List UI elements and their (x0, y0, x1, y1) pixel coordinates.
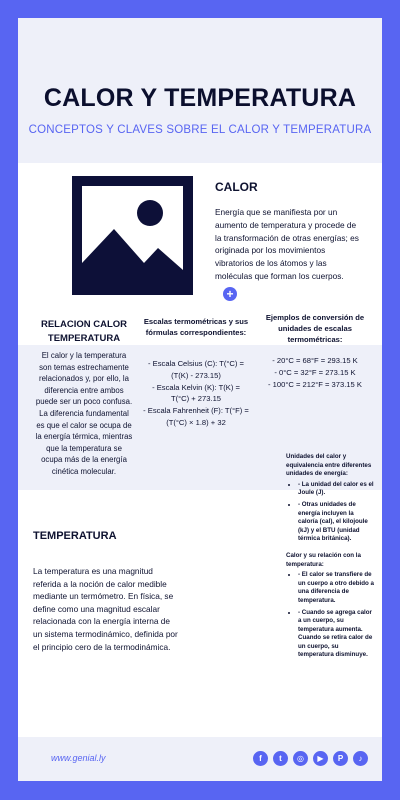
ejemplos-list (252, 355, 378, 390)
infographic-card (18, 18, 382, 781)
page-subtitle: CONCEPTOS Y CLAVES SOBRE EL CALOR Y TEMPERATURA (28, 124, 372, 136)
footer (18, 737, 382, 781)
escalas-list (142, 358, 250, 429)
social-icons (248, 751, 368, 766)
list-item: • - Otras unidades de energía incluyen la caloría (cal), el kilojoule (kJ) y el BTU (unidad térmica británica). (298, 501, 374, 544)
ejemplo-line: - 0°C = 32°F = 273.15 K (274, 367, 356, 377)
footer-link[interactable]: www.genial.ly (51, 753, 106, 763)
facebook-icon[interactable]: f (253, 751, 268, 766)
list-item: • - El calor se transfiere de un cuerpo a otro debido a una diferencia de temperatura. (298, 571, 374, 605)
page-title: CALOR Y TEMPERATURA (43, 84, 357, 112)
youtube-icon[interactable]: ▶ (313, 751, 328, 766)
escala-line: - Escala Celsius (C): T(°C) = (T(K) - 273.15) (148, 359, 244, 380)
calor-heading: CALOR (215, 180, 258, 194)
escala-line: - Escala Fahrenheit (F): T(°F) = (T(°C) × 1.8) + 32 (143, 406, 249, 427)
escala-line: - Escala Kelvin (K): T(K) = T(°C) + 273.15 (152, 382, 240, 404)
calor-description: Energía que se manifiesta por un aumento de temperatura y procede de la transformación de otras energías; es originada por los movimientos vibratorios de los átomos y las moléculas que forman los cuerpos. (215, 207, 359, 281)
instagram-icon[interactable]: ◎ (293, 751, 308, 766)
image-placeholder-icon (72, 176, 193, 295)
list-item: • - Cuando se agrega calor a un cuerpo, su temperatura aumenta. Cuando se retira calor de un cuerpo, su temperatura disminuye. (298, 609, 374, 661)
plus-icon[interactable]: + (223, 287, 237, 301)
ejemplos-heading: Ejemplos de conversión de unidades de escalas termométricas: (265, 313, 365, 344)
unidades-list (286, 481, 374, 544)
side-notes (286, 453, 374, 668)
pinterest-icon[interactable]: P (333, 751, 348, 766)
ejemplo-line: - 100°C = 212°F = 373.15 K (268, 379, 362, 389)
relacion-temp-heading: Calor y su relación con la temperatura: (286, 551, 361, 568)
unidades-heading: Unidades del calor y equivalencia entre diferentes unidades de energía: (286, 453, 372, 478)
list-item: • - La unidad del calor es el Joule (J). (298, 481, 374, 498)
relacion-description: El calor y la temperatura son temas estrechamente relacionados y, por ello, la diferencia entre ambos puede ser un poco confusa. La diferencia fundamental es que el calor se ocupa de la energía térmica, mientras que la temperatura se ocupa más de la energía cinética molecular. (35, 351, 133, 476)
relacion-temp-list (286, 571, 374, 660)
escalas-heading: Escalas termométricas y sus fórmulas correspondientes: (143, 317, 249, 337)
header (18, 18, 382, 163)
temperatura-heading: TEMPERATURA (33, 530, 117, 542)
twitter-icon[interactable]: t (273, 751, 288, 766)
temperatura-description: La temperatura es una magnitud referida a la noción de calor medible mediante un termómetro. En física, se define como una magnitud escalar relacionada con la energía interna de un sistema termodinámico, definida por el principio cero de la termodinámica. (33, 566, 178, 652)
ejemplo-line: - 20°C = 68°F = 293.15 K (272, 356, 358, 365)
relacion-heading: RELACION CALOR TEMPERATURA (40, 319, 128, 344)
tiktok-icon[interactable]: ♪ (353, 751, 368, 766)
